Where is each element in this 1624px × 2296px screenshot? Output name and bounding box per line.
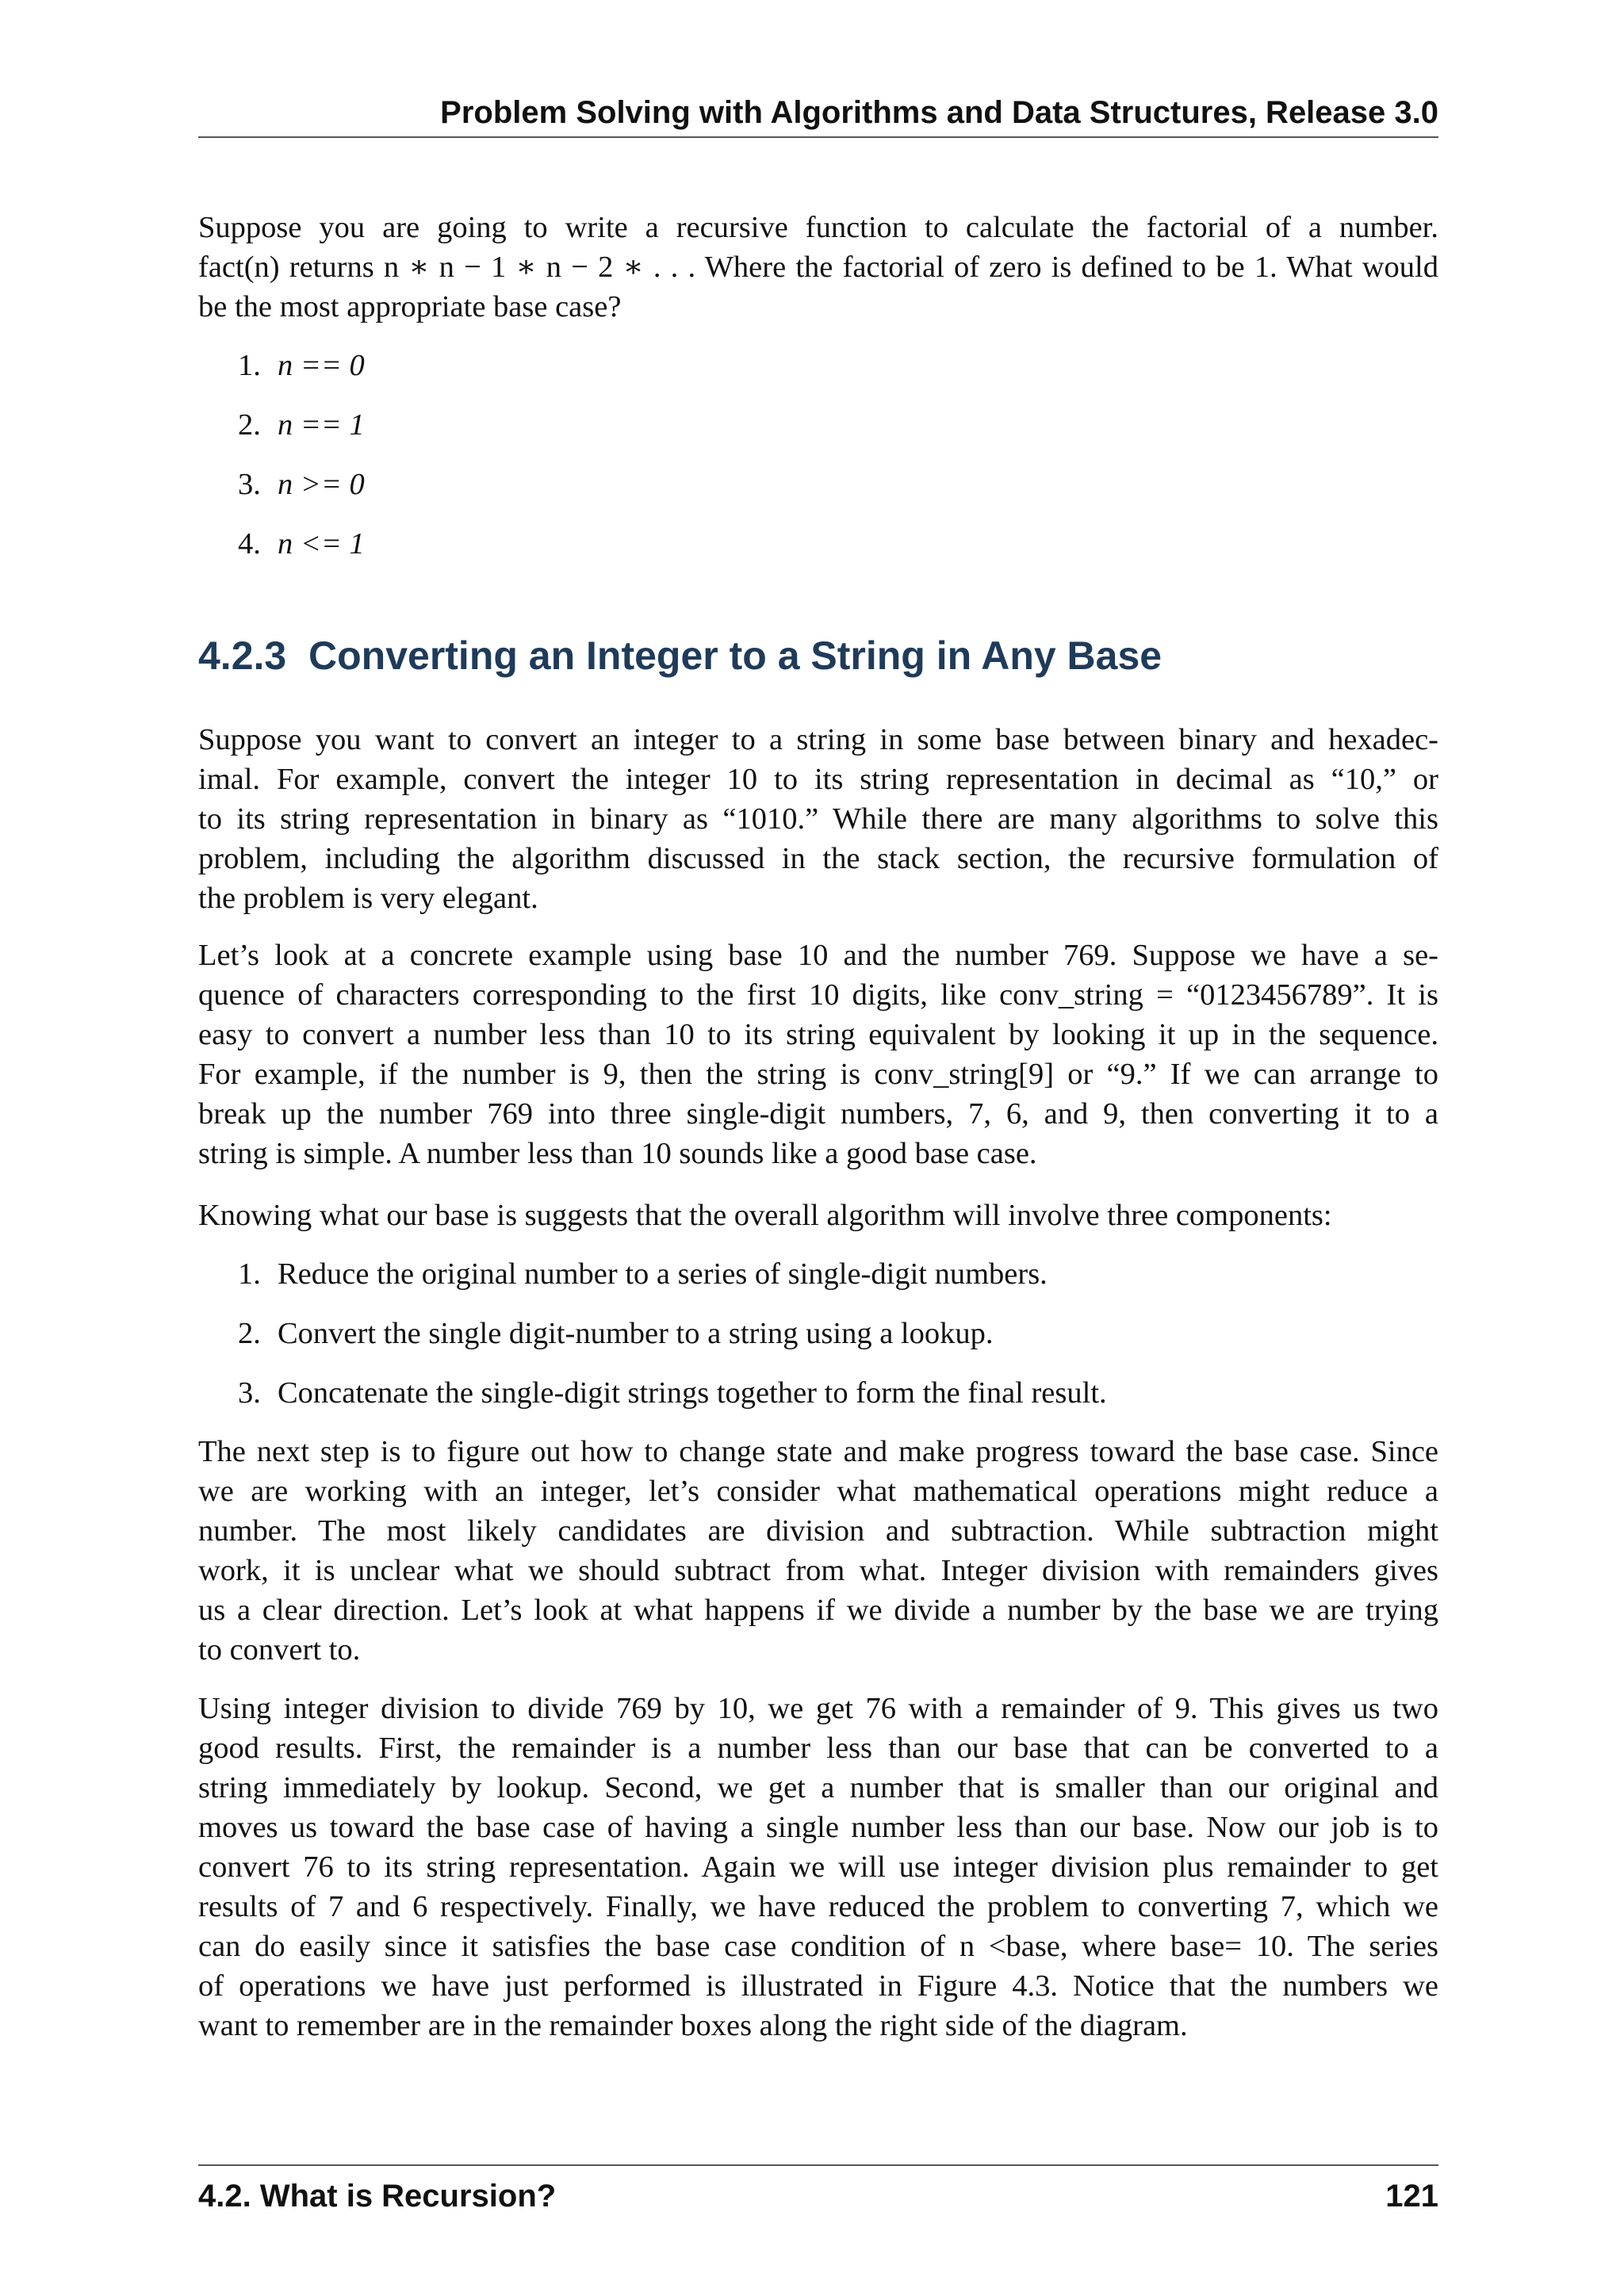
footer-rule: [198, 2164, 1438, 2166]
section-heading: [198, 628, 1162, 683]
text-line: break up the number 769 into three single-digit numbers, 7, 6, and 9, then converting it to a: [198, 1097, 1438, 1131]
text-line: we are working with an integer, let’s consider what mathematical operations might reduce a: [198, 1475, 1438, 1508]
text-line: quence of characters corresponding to the first 10 digits, like conv_string = “0123456789”. It is: [198, 978, 1438, 1012]
text-line: problem, including the algorithm discussed in the stack section, the recursive formulation of: [198, 842, 1438, 875]
text-line: Using integer division to divide 769 by 10, we get 76 with a remainder of 9. This gives us two: [198, 1692, 1438, 1725]
text-line: results of 7 and 6 respectively. Finally, we have reduced the problem to converting 7, which we: [198, 1890, 1438, 1923]
page-number: 121: [1385, 2179, 1438, 2214]
text-line: us a clear direction. Let’s look at what happens if we divide a number by the base we are trying: [198, 1594, 1438, 1627]
text-line: easy to convert a number less than 10 to its string equivalent by looking it up in the sequence.: [198, 1018, 1438, 1051]
text-line: good results. First, the remainder is a number less than our base that can be converted to a: [198, 1732, 1438, 1765]
running-header: Problem Solving with Algorithms and Data Structures, Release 3.0: [440, 95, 1438, 130]
list-item: 3. Concatenate the single-digit strings together to form the final result.: [238, 1376, 1107, 1410]
paragraph-3: Knowing what our base is suggests that the overall algorithm will involve three components:: [198, 1199, 1332, 1232]
section-number: 4.2.3: [198, 633, 287, 678]
text-line: string is simple. A number less than 10 sounds like a good base case.: [198, 1137, 1037, 1170]
text-line: convert 76 to its string representation. Again we will use integer division plus remainder to get: [198, 1850, 1438, 1884]
text-line: work, it is unclear what we should subtract from what. Integer division with remainders gives: [198, 1554, 1438, 1587]
section-title: Converting an Integer to a String in Any Base: [308, 633, 1162, 678]
text-line: number. The most likely candidates are division and subtraction. While subtraction might: [198, 1514, 1438, 1548]
text-line: want to remember are in the remainder boxes along the right side of the diagram.: [198, 2009, 1188, 2042]
text-line: to convert to.: [198, 1633, 361, 1667]
list-item: 1. Reduce the original number to a series of single-digit numbers.: [238, 1257, 1048, 1291]
text-line: string immediately by lookup. Second, we get a number that is smaller than our original and: [198, 1771, 1438, 1804]
text-line: of operations we have just performed is illustrated in Figure 4.3. Notice that the numbers we: [198, 1969, 1438, 2003]
text-line: Let’s look at a concrete example using base 10 and the number 769. Suppose we have a se-: [198, 939, 1438, 972]
text-line: Suppose you want to convert an integer to a string in some base between binary and hexadec-: [198, 723, 1438, 756]
text-line: For example, if the number is 9, then the string is conv_string[9] or “9.” If we can arrange to: [198, 1058, 1438, 1091]
footer-section-link[interactable]: 4.2. What is Recursion?: [198, 2179, 557, 2214]
list-item: 2. Convert the single digit-number to a string using a lookup.: [238, 1317, 994, 1350]
text-line: can do easily since it satisfies the base case condition of n <base, where base= 10. The series: [198, 1930, 1438, 1963]
text-line: The next step is to figure out how to change state and make progress toward the base case. Since: [198, 1435, 1438, 1468]
header-rule: [198, 136, 1438, 138]
text-line: fact(n) returns n ∗ n − 1 ∗ n − 2 ∗ . . . Where the factorial of zero is defined to be 1. What would: [198, 251, 1438, 284]
list-item: 4. n <= 1: [238, 527, 365, 561]
list-item: 1. n == 0: [238, 349, 365, 382]
text-line: Suppose you are going to write a recursive function to calculate the factorial of a number.: [198, 211, 1438, 244]
list-item: 3. n >= 0: [238, 468, 365, 501]
text-line: the problem is very elegant.: [198, 882, 538, 915]
text-line: moves us toward the base case of having a single number less than our base. Now our job is to: [198, 1811, 1438, 1844]
text-line: to its string representation in binary as “1010.” While there are many algorithms to solve this: [198, 802, 1438, 836]
text-line: imal. For example, convert the integer 10 to its string representation in decimal as “10,” or: [198, 763, 1438, 796]
list-item: 2. n == 1: [238, 408, 365, 442]
text-line: be the most appropriate base case?: [198, 290, 622, 323]
